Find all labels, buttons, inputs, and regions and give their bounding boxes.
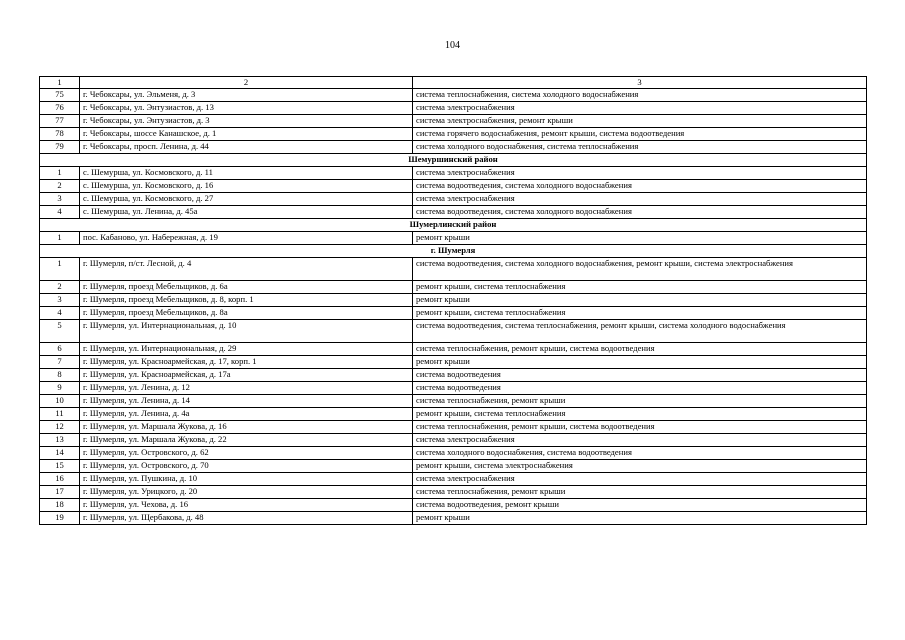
- row-address: г. Чебоксары, ул. Энтузиастов, д. 3: [80, 115, 413, 128]
- row-number: 10: [40, 395, 80, 408]
- table-header-row: [40, 77, 867, 89]
- row-works: система электроснабжения: [413, 473, 867, 486]
- row-number: 6: [40, 343, 80, 356]
- table-row: [40, 499, 867, 512]
- header-col-2: 2: [80, 77, 413, 89]
- row-address: пос. Кабаново, ул. Набережная, д. 19: [80, 232, 413, 245]
- row-address: г. Чебоксары, шоссе Канашское, д. 1: [80, 128, 413, 141]
- row-number: 4: [40, 307, 80, 320]
- row-number: 2: [40, 180, 80, 193]
- table-row: [40, 486, 867, 499]
- row-works: система электроснабжения: [413, 102, 867, 115]
- row-works: ремонт крыши, система электроснабжения: [413, 460, 867, 473]
- table-row: [40, 167, 867, 180]
- row-number: 19: [40, 512, 80, 525]
- table-row: [40, 395, 867, 408]
- table-row: [40, 115, 867, 128]
- row-number: 2: [40, 281, 80, 294]
- table-row: [40, 460, 867, 473]
- row-works: ремонт крыши: [413, 232, 867, 245]
- row-address: г. Шумерля, ул. Ленина, д. 4а: [80, 408, 413, 421]
- table-row: [40, 180, 867, 193]
- section-row: [40, 219, 867, 232]
- row-number: 13: [40, 434, 80, 447]
- row-works: система электроснабжения: [413, 167, 867, 180]
- row-works: система теплоснабжения, система холодного водоснабжения: [413, 89, 867, 102]
- row-works: система электроснабжения, ремонт крыши: [413, 115, 867, 128]
- page-number: 104: [445, 40, 460, 51]
- table-row: [40, 356, 867, 369]
- section-row: [40, 245, 867, 258]
- row-address: г. Чебоксары, просп. Ленина, д. 44: [80, 141, 413, 154]
- table-row: [40, 447, 867, 460]
- row-address: г. Чебоксары, ул. Энтузиастов, д. 13: [80, 102, 413, 115]
- row-address: г. Чебоксары, ул. Эльменя, д. 3: [80, 89, 413, 102]
- row-number: 18: [40, 499, 80, 512]
- table-row: [40, 512, 867, 525]
- row-number: 12: [40, 421, 80, 434]
- row-address: г. Шумерля, проезд Мебельщиков, д. 6а: [80, 281, 413, 294]
- row-address: г. Шумерля, ул. Красноармейская, д. 17а: [80, 369, 413, 382]
- table-row: [40, 307, 867, 320]
- row-number: 79: [40, 141, 80, 154]
- row-works: система водоотведения, ремонт крыши: [413, 499, 867, 512]
- table-row: [40, 141, 867, 154]
- table-row: [40, 421, 867, 434]
- table-row: [40, 320, 867, 343]
- row-address: г. Шумерля, ул. Интернациональная, д. 10: [80, 320, 413, 343]
- row-works: система холодного водоснабжения, система водоотведения: [413, 447, 867, 460]
- header-col-3: 3: [413, 77, 867, 89]
- table-row: [40, 128, 867, 141]
- row-address: с. Шемурша, ул. Космовского, д. 11: [80, 167, 413, 180]
- row-works: ремонт крыши: [413, 294, 867, 307]
- row-works: ремонт крыши: [413, 356, 867, 369]
- row-number: 1: [40, 232, 80, 245]
- row-address: с. Шемурша, ул. Космовского, д. 16: [80, 180, 413, 193]
- table-row: [40, 382, 867, 395]
- row-address: с. Шемурша, ул. Космовского, д. 27: [80, 193, 413, 206]
- table-row: [40, 102, 867, 115]
- row-number: 76: [40, 102, 80, 115]
- row-works: система теплоснабжения, ремонт крыши, система водоотведения: [413, 421, 867, 434]
- row-address: г. Шумерля, ул. Пушкина, д. 10: [80, 473, 413, 486]
- table-row: [40, 343, 867, 356]
- row-works: система электроснабжения: [413, 193, 867, 206]
- row-number: 14: [40, 447, 80, 460]
- row-number: 17: [40, 486, 80, 499]
- row-number: 77: [40, 115, 80, 128]
- table-row: [40, 434, 867, 447]
- row-address: г. Шумерля, ул. Щербакова, д. 48: [80, 512, 413, 525]
- row-number: 3: [40, 294, 80, 307]
- row-number: 16: [40, 473, 80, 486]
- row-works: система теплоснабжения, ремонт крыши: [413, 486, 867, 499]
- row-address: г. Шумерля, ул. Островского, д. 70: [80, 460, 413, 473]
- register-table: [39, 76, 867, 525]
- row-address: г. Шумерля, ул. Ленина, д. 12: [80, 382, 413, 395]
- row-number: 15: [40, 460, 80, 473]
- row-address: г. Шумерля, ул. Интернациональная, д. 29: [80, 343, 413, 356]
- row-works: система горячего водоснабжения, ремонт крыши, система водоотведения: [413, 128, 867, 141]
- row-number: 1: [40, 258, 80, 281]
- row-works: система водоотведения, система холодного водоснабжения: [413, 206, 867, 219]
- row-address: г. Шумерля, ул. Маршала Жукова, д. 16: [80, 421, 413, 434]
- row-address: г. Шумерля, ул. Островского, д. 62: [80, 447, 413, 460]
- row-works: система теплоснабжения, ремонт крыши, система водоотведения: [413, 343, 867, 356]
- row-number: 4: [40, 206, 80, 219]
- row-address: г. Шумерля, ул. Ленина, д. 14: [80, 395, 413, 408]
- row-address: с. Шемурша, ул. Ленина, д. 45а: [80, 206, 413, 219]
- table-row: [40, 294, 867, 307]
- table-row: [40, 369, 867, 382]
- row-works: система электроснабжения: [413, 434, 867, 447]
- row-number: 8: [40, 369, 80, 382]
- row-works: ремонт крыши, система теплоснабжения: [413, 408, 867, 421]
- section-row: [40, 154, 867, 167]
- table-row: [40, 89, 867, 102]
- row-works: система водоотведения: [413, 369, 867, 382]
- row-number: 9: [40, 382, 80, 395]
- row-number: 5: [40, 320, 80, 343]
- table-row: [40, 206, 867, 219]
- row-address: г. Шумерля, ул. Красноармейская, д. 17, корп. 1: [80, 356, 413, 369]
- section-title: г. Шумерля: [40, 245, 867, 258]
- row-address: г. Шумерля, ул. Урицкого, д. 20: [80, 486, 413, 499]
- row-address: г. Шумерля, проезд Мебельщиков, д. 8а: [80, 307, 413, 320]
- row-works: ремонт крыши: [413, 512, 867, 525]
- table-row: [40, 473, 867, 486]
- row-number: 3: [40, 193, 80, 206]
- row-address: г. Шумерля, п/ст. Лесной, д. 4: [80, 258, 413, 281]
- table-row: [40, 408, 867, 421]
- row-address: г. Шумерля, ул. Маршала Жукова, д. 22: [80, 434, 413, 447]
- table-row: [40, 193, 867, 206]
- row-number: 11: [40, 408, 80, 421]
- table-row: [40, 258, 867, 281]
- section-title: Шемуршинский район: [40, 154, 867, 167]
- row-number: 7: [40, 356, 80, 369]
- row-works: ремонт крыши, система теплоснабжения: [413, 281, 867, 294]
- row-works: система теплоснабжения, ремонт крыши: [413, 395, 867, 408]
- row-address: г. Шумерля, ул. Чехова, д. 16: [80, 499, 413, 512]
- row-works: система холодного водоснабжения, система теплоснабжения: [413, 141, 867, 154]
- table-row: [40, 232, 867, 245]
- row-works: система водоотведения, система холодного водоснабжения: [413, 180, 867, 193]
- table-row: [40, 281, 867, 294]
- table-body: [40, 89, 867, 525]
- row-number: 78: [40, 128, 80, 141]
- row-works: система водоотведения: [413, 382, 867, 395]
- row-works: система водоотведения, система холодного водоснабжения, ремонт крыши, система электроснабжения: [413, 258, 867, 281]
- row-number: 1: [40, 167, 80, 180]
- section-title: Шумерлинский район: [40, 219, 867, 232]
- row-number: 75: [40, 89, 80, 102]
- header-col-1: 1: [40, 77, 80, 89]
- row-works: система водоотведения, система теплоснабжения, ремонт крыши, система холодного водоснабжения: [413, 320, 867, 343]
- row-address: г. Шумерля, проезд Мебельщиков, д. 8, корп. 1: [80, 294, 413, 307]
- row-works: ремонт крыши, система теплоснабжения: [413, 307, 867, 320]
